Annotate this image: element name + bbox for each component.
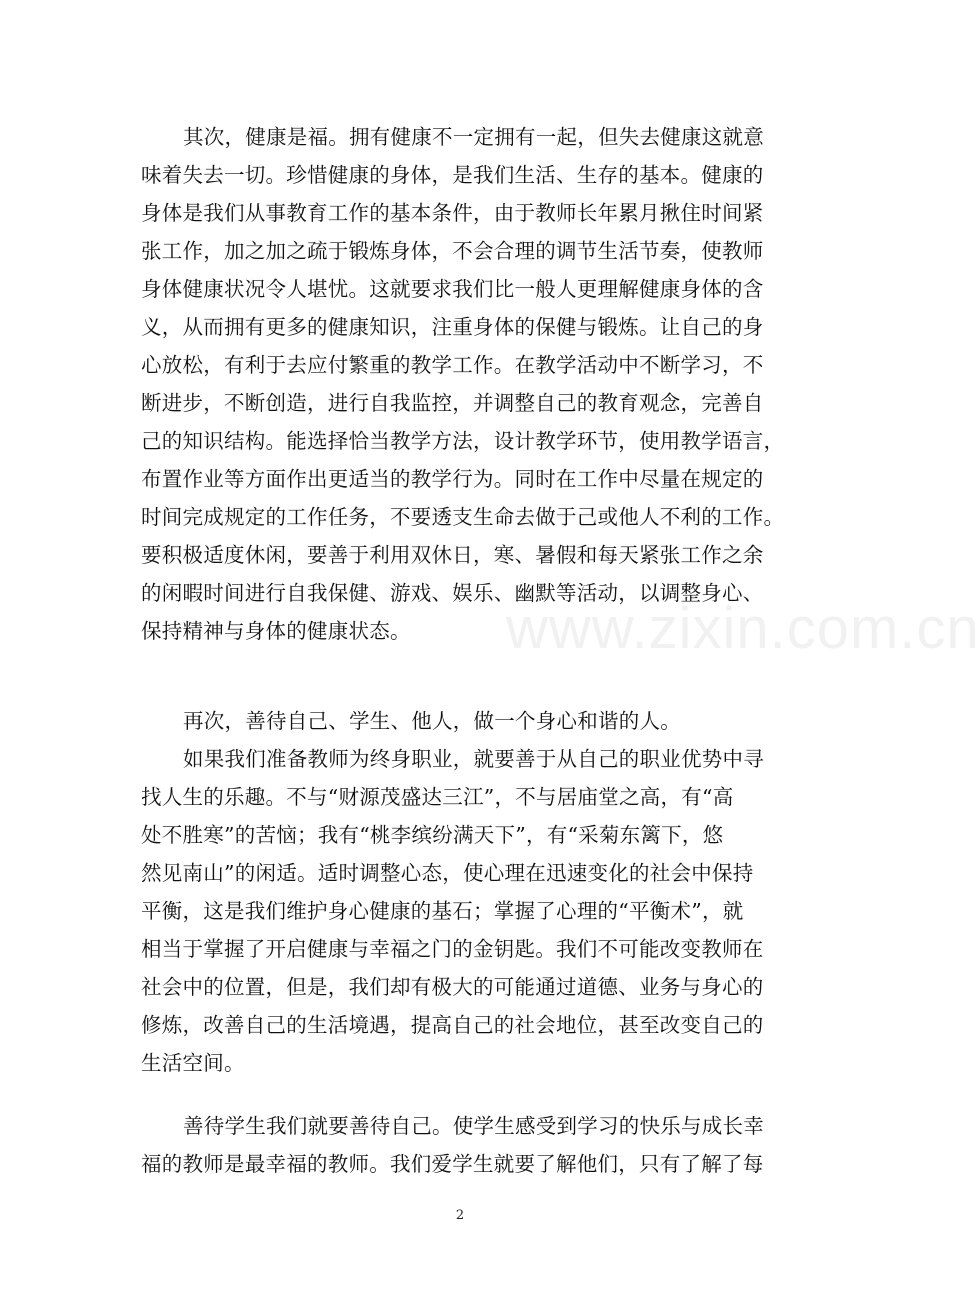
paragraph-heading-treat-others: [141, 702, 791, 740]
paragraph-line: 如果我们准备教师为终身职业，就要善于从自己的职业优势中寻: [183, 747, 764, 771]
paragraph-line: 平衡，这是我们维护身心健康的基石；掌握了心理的“平衡术”，就: [141, 899, 744, 923]
paragraph-line: 心放松，有利于去应付繁重的教学工作。在教学活动中不断学习，不: [141, 353, 764, 377]
paragraph-line: 其次，健康是福。拥有健康不一定拥有一起，但失去健康这就意: [183, 125, 764, 149]
paragraph-line: 修炼，改善自己的生活境遇，提高自己的社会地位，甚至改变自己的: [141, 1013, 764, 1037]
watermark: www.zixin.com.cn: [506, 596, 980, 661]
paragraph-line: 义，从而拥有更多的健康知识，注重身体的保健与锻炼。让自己的身: [141, 315, 764, 339]
paragraph-line: 相当于掌握了开启健康与幸福之门的金钥匙。我们不可能改变教师在: [141, 937, 764, 961]
paragraph-health: [141, 118, 791, 650]
paragraph-line: 然见南山”的闲适。适时调整心态，使心理在迅速变化的社会中保持: [141, 861, 754, 885]
paragraph-line: 生活空间。: [141, 1051, 245, 1075]
paragraph-line: 布置作业等方面作出更适当的教学行为。同时在工作中尽量在规定的: [141, 467, 764, 491]
paragraph-line: 善待学生我们就要善待自己。使学生感受到学习的快乐与成长幸: [183, 1114, 764, 1138]
paragraph-line: 找人生的乐趣。不与“财源茂盛达三江”，不与居庙堂之高，有“高: [141, 785, 734, 809]
paragraph-line: 己的知识结构。能选择恰当教学方法，设计教学环节，使用教学语言，: [141, 429, 785, 453]
paragraph-students: [141, 1107, 791, 1183]
paragraph-line: 身体健康状况令人堪忧。这就要求我们比一般人更理解健康身体的含: [141, 277, 764, 301]
paragraph-line: 处不胜寒”的苦恼；我有“桃李缤纷满天下”，有“采菊东篱下，悠: [141, 823, 724, 847]
paragraph-line: 的闲暇时间进行自我保健、游戏、娱乐、幽默等活动，以调整身心、: [141, 581, 764, 605]
page-number: 2: [455, 1208, 465, 1223]
paragraph-line: 身体是我们从事教育工作的基本条件，由于教师长年累月揪住时间紧: [141, 201, 764, 225]
paragraph-line: 断进步，不断创造，进行自我监控，并调整自己的教育观念，完善自: [141, 391, 764, 415]
paragraph-line: 再次，善待自己、学生、他人，做一个身心和谐的人。: [183, 709, 681, 733]
paragraph-line: 福的教师是最幸福的教师。我们爱学生就要了解他们，只有了解了每: [141, 1152, 764, 1176]
paragraph-line: 社会中的位置，但是，我们却有极大的可能通过道德、业务与身心的: [141, 975, 764, 999]
paragraph-line: 要积极适度休闲，要善于利用双休日，寒、暑假和每天紧张工作之余: [141, 543, 764, 567]
paragraph-career: [141, 740, 791, 1082]
paragraph-line: 张工作，加之加之疏于锻炼身体，不会合理的调节生活节奏，使教师: [141, 239, 764, 263]
paragraph-line: 时间完成规定的工作任务，不要透支生命去做于己或他人不利的工作。: [141, 505, 785, 529]
paragraph-line: 保持精神与身体的健康状态。: [141, 619, 411, 643]
paragraph-line: 味着失去一切。珍惜健康的身体，是我们生活、生存的基本。健康的: [141, 163, 764, 187]
